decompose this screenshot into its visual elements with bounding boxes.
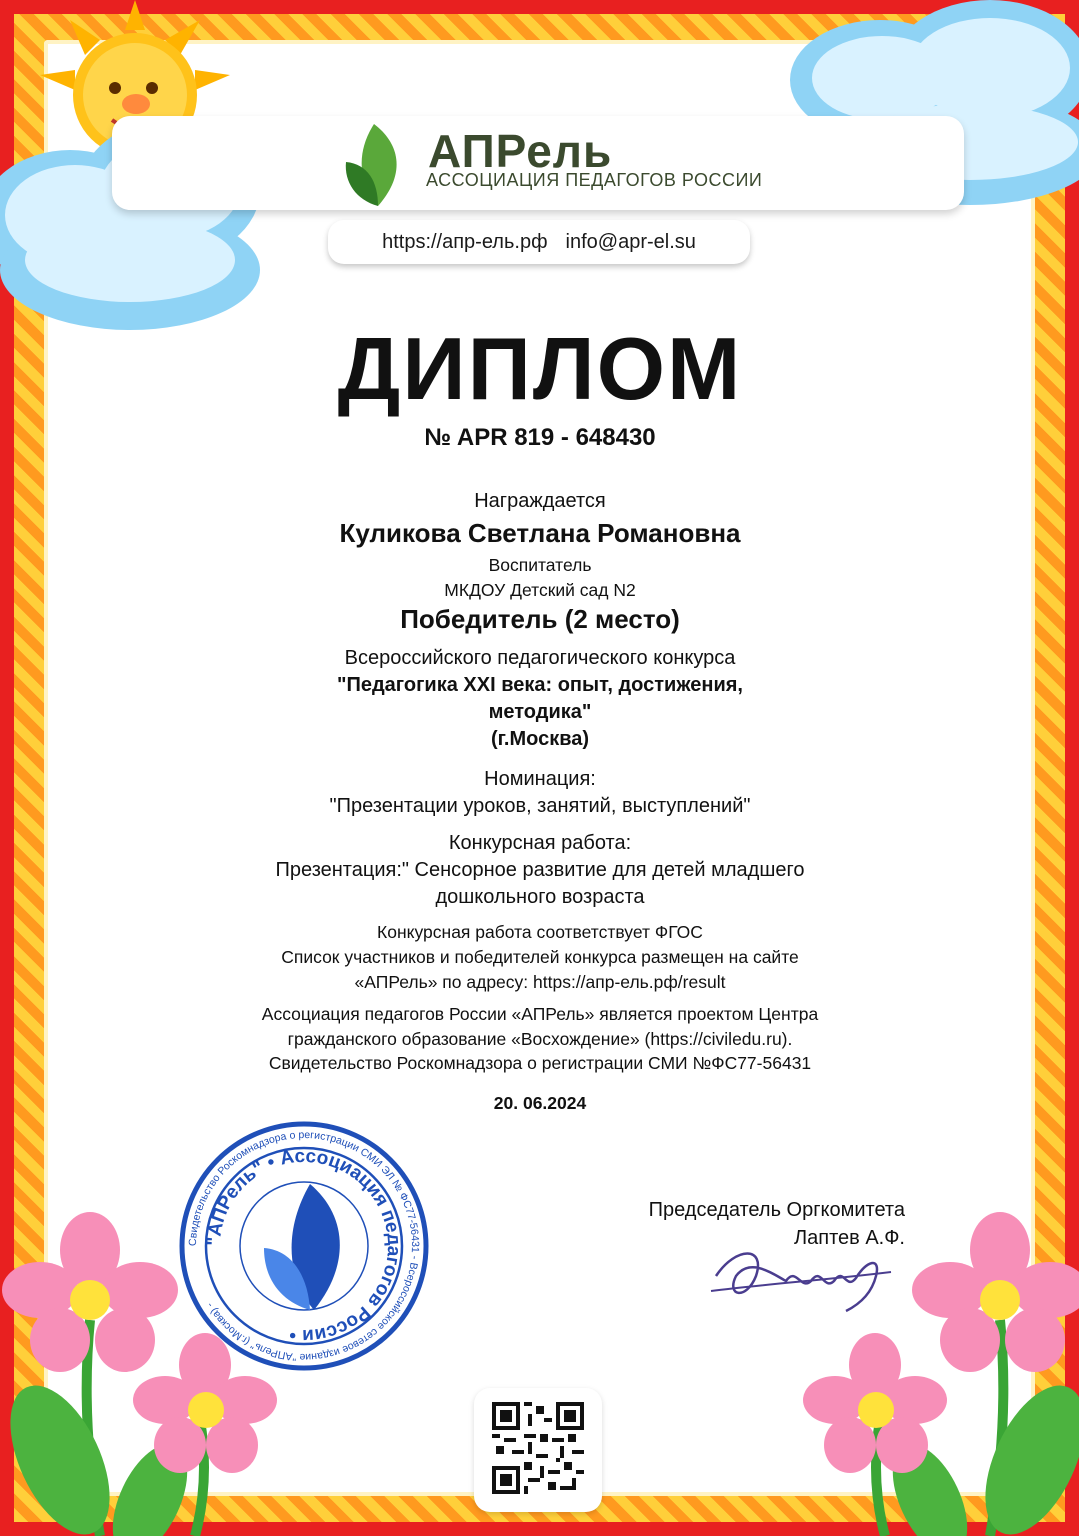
about-line3: Свидетельство Роскомнадзора о регистрации СМИ №ФС77-56431 (268, 1053, 812, 1073)
qr-code-card[interactable] (474, 1388, 602, 1512)
diploma-title: ДИПЛОМ (337, 319, 743, 418)
qr-code-icon (492, 1402, 584, 1494)
work-title-line1: Презентация:" Сенсорное развитие для детей младшего (275, 859, 805, 881)
awarded-label: Награждается (474, 490, 606, 512)
recipient-name: Куликова Светлана Романовна (339, 518, 741, 548)
stamp-inner-text: "АПРель" • Ассоциация педагогов России • (203, 1145, 405, 1347)
contest-city: (г.Москва) (490, 728, 590, 750)
contest-type: Всероссийского педагогического конкурса (344, 647, 736, 669)
list-note-line1: Список участников и победителей конкурса размещен на сайте (281, 947, 799, 967)
contest-name-line1: "Педагогика XXI века: опыт, достижения, (337, 674, 743, 696)
organization-stamp (178, 1120, 430, 1372)
about-line2: гражданского образование «Восхождение» (https://civiledu.ru). (287, 1029, 793, 1049)
contest-name-line2: методика" (488, 701, 592, 723)
award-place: Победитель (2 место) (400, 604, 680, 634)
diploma-number: № APR 819 - 648430 (424, 424, 656, 451)
about-line1: Ассоциация педагогов России «АПРель» является проектом Центра (261, 1004, 819, 1024)
work-title-line2: дошкольного возраста (435, 886, 645, 908)
email-link[interactable]: info@apr-el.su (565, 230, 696, 253)
logo-subtitle: АССОЦИАЦИЯ ПЕДАГОГОВ РОССИИ (426, 170, 763, 190)
site-link[interactable]: https://апр-ель.рф (382, 230, 548, 253)
issue-date: 20. 06.2024 (493, 1093, 587, 1113)
stamp-outer-text: Свидетельство Роскомнадзора о регистрации СМИ ЭЛ № ФС77-56431 - Всероссийское сетевое издание "АПРель" (г.Москва) - (186, 1128, 422, 1364)
handwritten-signature (706, 1236, 896, 1316)
recipient-organization: МКДОУ Детский сад N2 (444, 580, 636, 600)
chair-role: Председатель Оргкомитета (648, 1199, 905, 1221)
recipient-position: Воспитатель (488, 555, 592, 575)
list-note-line2: «АПРель» по адресу: https://апр-ель.рф/result (354, 972, 726, 992)
work-label: Конкурсная работа: (448, 832, 632, 854)
nomination-label: Номинация: (484, 768, 596, 790)
fgos-note: Конкурсная работа соответствует ФГОС (377, 922, 703, 942)
contacts-bar (328, 220, 750, 264)
leaf-logo-icon (338, 122, 410, 208)
nomination-value: "Презентации уроков, занятий, выступлений" (329, 795, 751, 817)
logo-title: АПРель (428, 125, 613, 177)
logo-banner (112, 116, 964, 210)
chair-name: Лаптев А.Ф. (794, 1227, 905, 1249)
